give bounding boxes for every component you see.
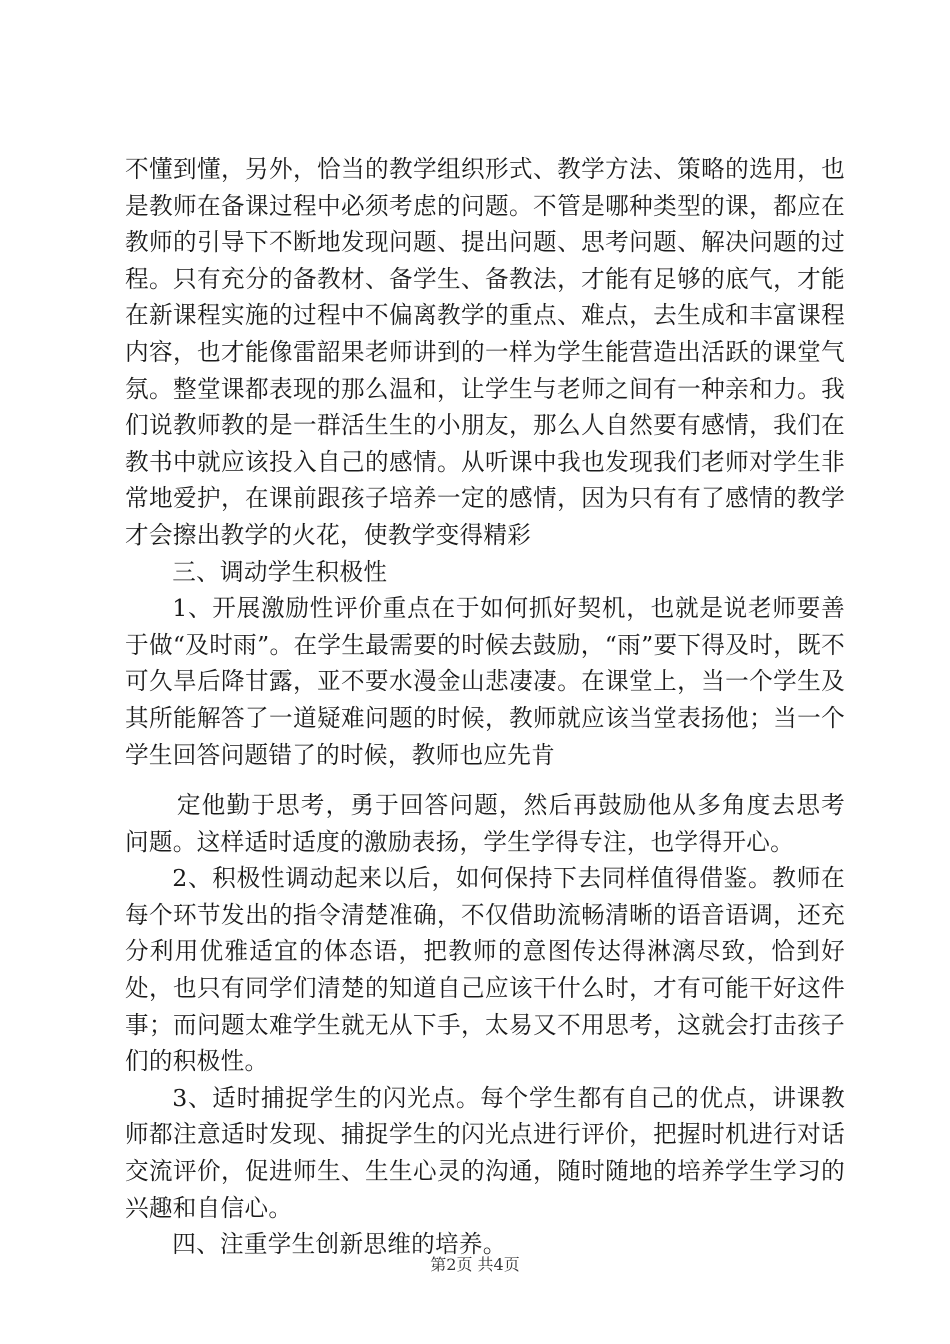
page-footer: 第2页 共4页 [430, 1255, 520, 1274]
paragraph-item-2: 2、积极性调动起来以后，如何保持下去同样值得借鉴。教师在每个环节发出的指令清楚准确，不仅借助流畅清晰的语音语调，还充分利用优雅适宜的体态语，把教师的意图传达得淋漓尽致，恰到好处，也只有同学们清楚的知道自己应该干什么时，才有可能干好这件事；而问题太难学生就无从下手，太易又不用思考，这就会打击孩子们的积极性。 [125, 864, 845, 1076]
document-body [125, 151, 845, 1263]
section-heading-3: 三、调动学生积极性 [172, 557, 388, 586]
paragraph-item-3: 3、适时捕捉学生的闪光点。每个学生都有自己的优点，讲课教师都注意适时发现、捕捉学生的闪光点进行评价，把握时机进行对话交流评价，促进师生、生生心灵的沟通，随时随地的培养学生学习的兴趣和自信心。 [125, 1083, 845, 1222]
paragraph-item-1: 1、开展激励性评价重点在于如何抓好契机，也就是说老师要善于做“及时雨”。在学生最需要的时候去鼓励，“雨”要下得及时，既不可久旱后降甘露，亚不要水漫金山悲凄凄。在课堂上，当一个学生及其所能解答了一道疑难问题的时候，教师就应该当堂表扬他；当一个学生回答问题错了的时候，教师也应先肯 [125, 594, 845, 769]
paragraph-continued: 不懂到懂，另外，恰当的教学组织形式、教学方法、策略的选用，也是教师在备课过程中必须考虑的问题。不管是哪种类型的课，都应在教师的引导下不断地发现问题、提出问题、思考问题、解决问题的过程。只有充分的备教材、备学生、备教法，才能有足够的底气，才能在新课程实施的过程中不偏离教学的重点、难点，去生成和丰富课程内容，也才能像雷韶果老师讲到的一样为学生能营造出活跃的课堂气氛。整堂课都表现的那么温和，让学生与老师之间有一种亲和力。我们说教师教的是一群活生生的小朋友，那么人自然要有感情，我们在教书中就应该投入自己的感情。从听课中我也发现我们老师对学生非常地爱护，在课前跟孩子培养一定的感情，因为只有有了感情的教学才会擦出教学的火花，使教学变得精彩 [125, 155, 845, 549]
paragraph-item-1-continued: 定他勤于思考，勇于回答问题，然后再鼓励他从多角度去思考问题。这样适时适度的激励表扬，学生学得专注，也学得开心。 [125, 791, 845, 856]
section-heading-4: 四、注重学生创新思维的培养。 [172, 1230, 507, 1259]
